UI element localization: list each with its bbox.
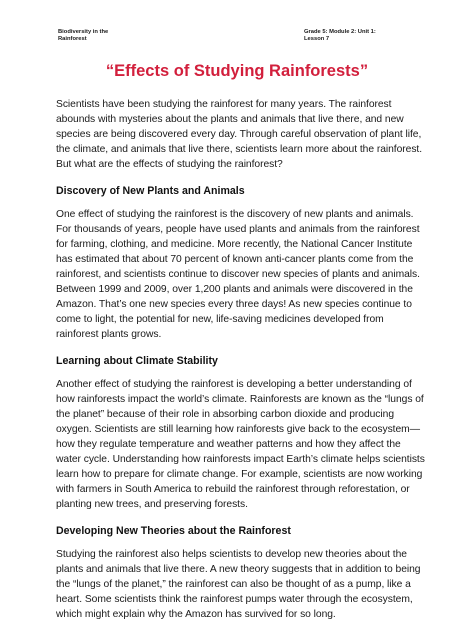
- section-paragraph-climate: Another effect of studying the rainforest is developing a better understanding of how rainforests impact the world’s climate. Rainforests are known as the “lungs of the planet” because of their role in absorbing carbon dioxide and producing oxygen. Scientists are still learning how rainforests give back to the ecosystem—how they regulate temperature and weather patterns and how they affect the water cycle. Understanding how rainforests impact Earth’s climate helps scientists learn how to prepare for climate change. For example, scientists are now working with farmers in South America to rebuild the rainforest through reforestation, or planting new trees, and preserving forests.: [56, 379, 425, 510]
- header-unit-title: [58, 29, 178, 43]
- section-paragraph-discovery: One effect of studying the rainforest is the discovery of new plants and animals. For thousands of years, people have used plants and animals from the rainforest for farming, clothing, and medicine. More recently, the National Cancer Institute has estimated that about 70 percent of known anti-cancer plants come from the rainforest, and scientists continue to discover new species of plants and animals. Between 1999 and 2009, over 1,200 plants and animals were discovered in the Amazon. That’s one new species every three days! As new species continue to come to light, the potential for new, life-saving medicines developed from rainforest plants grows.: [56, 209, 420, 340]
- header-right-line-1: Grade 5: Module 2: Unit 1:: [304, 29, 376, 35]
- section-paragraph-theories: Studying the rainforest also helps scientists to develop new theories about the plants and animals that live there. A new theory suggests that in addition to being the “lungs of the planet,” the rainforest can also be thought of as a pump, like a heart. Some scientists think the rainforest pumps water through the ecosystem, which might explain why the Amazon has survived for so long.: [56, 549, 421, 620]
- intro-paragraph: Scientists have been studying the rainforest for many years. The rainforest abounds with mysteries about the plants and animals that live there, and new species are being discovered every day. Through careful observation of plant life, the climate, and animals that live there, scientists learn more about the rainforest. But what are the effects of studying the rainforest?: [56, 99, 423, 170]
- section-heading-theories: Developing New Theories about the Rainforest: [56, 525, 291, 537]
- section-heading-climate: Learning about Climate Stability: [56, 355, 218, 367]
- header-lesson-info: [304, 29, 424, 43]
- page-header: [0, 29, 474, 49]
- section-heading-discovery: Discovery of New Plants and Animals: [56, 185, 245, 197]
- document-body: [56, 97, 428, 634]
- header-right-line-2: Lesson 7: [304, 36, 330, 42]
- header-left-line-1: Biodiversity in the: [58, 29, 109, 35]
- header-left-line-2: Rainforest: [58, 36, 87, 42]
- document-title: “Effects of Studying Rainforests”: [105, 62, 369, 80]
